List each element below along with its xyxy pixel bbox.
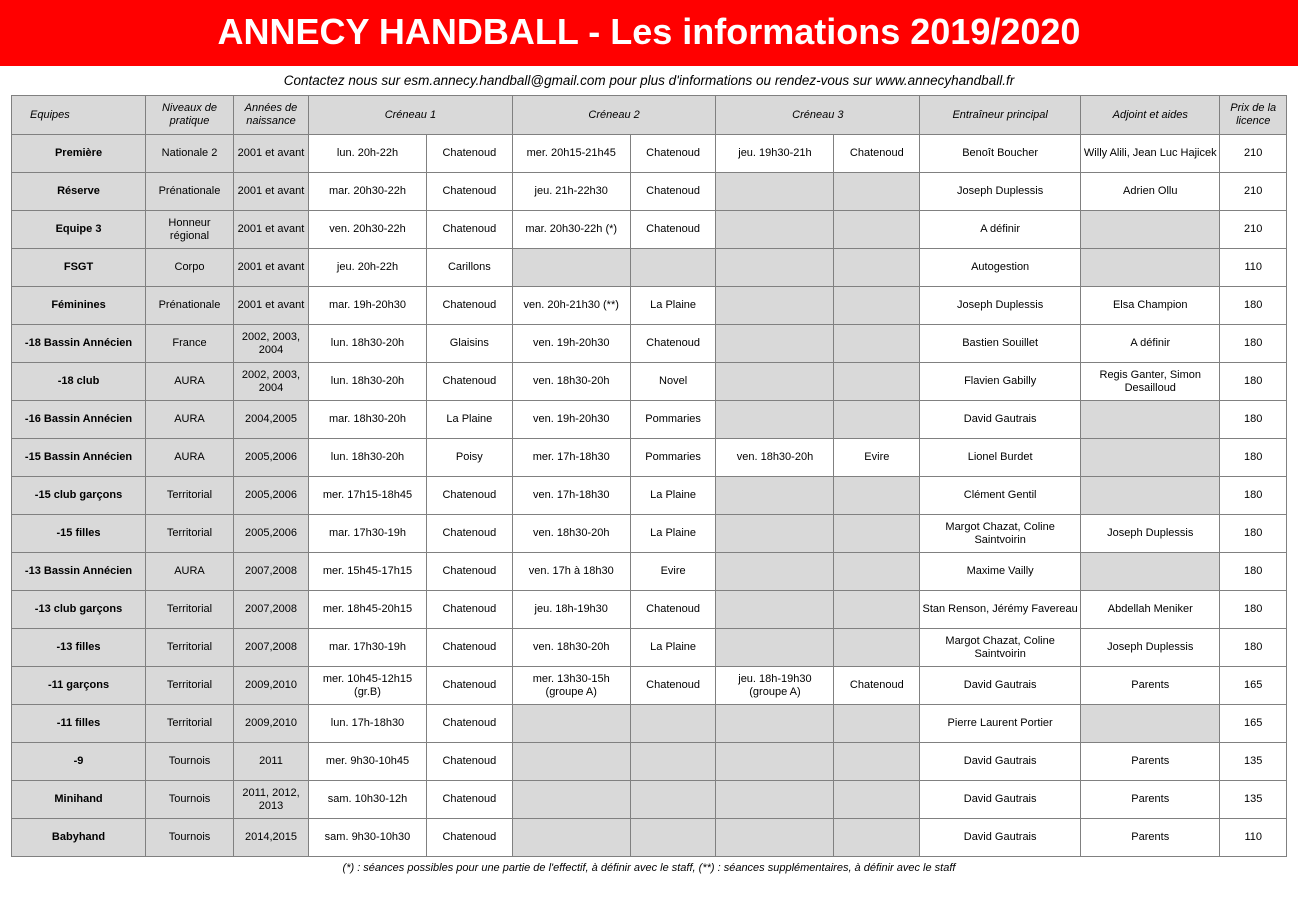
cell-slot3: [716, 705, 834, 743]
cell-assistant: Parents: [1081, 819, 1220, 857]
cell-slot3: [716, 173, 834, 211]
cell-place2: La Plaine: [630, 629, 716, 667]
cell-slot1: mer. 9h30-10h45: [309, 743, 427, 781]
cell-price: 180: [1220, 401, 1287, 439]
cell-place1: Chatenoud: [426, 743, 512, 781]
cell-price: 180: [1220, 591, 1287, 629]
cell-slot3: [716, 287, 834, 325]
cell-coach: Margot Chazat, Coline Saintvoirin: [920, 515, 1081, 553]
cell-slot2: ven. 19h-20h30: [512, 325, 630, 363]
cell-slot3: [716, 629, 834, 667]
cell-place2: [630, 743, 716, 781]
cell-place3: [834, 591, 920, 629]
cell-place1: Chatenoud: [426, 515, 512, 553]
cell-coach: David Gautrais: [920, 819, 1081, 857]
cell-assistant: Elsa Champion: [1081, 287, 1220, 325]
cell-assistant: Willy Alili, Jean Luc Hajicek: [1081, 135, 1220, 173]
table-row: [12, 287, 1287, 325]
cell-place3: [834, 515, 920, 553]
cell-price: 180: [1220, 553, 1287, 591]
cell-place2: [630, 781, 716, 819]
cell-coach: David Gautrais: [920, 781, 1081, 819]
cell-price: 180: [1220, 325, 1287, 363]
cell-place3: [834, 211, 920, 249]
cell-years: 2005,2006: [233, 515, 308, 553]
cell-assistant: Abdellah Meniker: [1081, 591, 1220, 629]
table-row: [12, 249, 1287, 287]
cell-assistant: Parents: [1081, 743, 1220, 781]
cell-years: 2001 et avant: [233, 287, 308, 325]
cell-level: AURA: [146, 401, 234, 439]
cell-years: 2007,2008: [233, 629, 308, 667]
cell-place2: Pommaries: [630, 439, 716, 477]
cell-team: Babyhand: [12, 819, 146, 857]
cell-coach: Joseph Duplessis: [920, 287, 1081, 325]
cell-years: 2001 et avant: [233, 135, 308, 173]
cell-slot3: [716, 325, 834, 363]
cell-assistant: Joseph Duplessis: [1081, 515, 1220, 553]
cell-team: -18 Bassin Annécien: [12, 325, 146, 363]
cell-price: 110: [1220, 819, 1287, 857]
cell-slot2: ven. 18h30-20h: [512, 363, 630, 401]
cell-assistant: [1081, 553, 1220, 591]
cell-team: Equipe 3: [12, 211, 146, 249]
cell-level: AURA: [146, 363, 234, 401]
cell-slot1: sam. 10h30-12h: [309, 781, 427, 819]
table-row: [12, 325, 1287, 363]
cell-coach: Maxime Vailly: [920, 553, 1081, 591]
cell-level: Territorial: [146, 591, 234, 629]
table-row: [12, 401, 1287, 439]
cell-years: 2014,2015: [233, 819, 308, 857]
table-row: [12, 667, 1287, 705]
cell-team: -11 garçons: [12, 667, 146, 705]
cell-place2: Chatenoud: [630, 135, 716, 173]
cell-team: Réserve: [12, 173, 146, 211]
cell-place1: Carillons: [426, 249, 512, 287]
cell-place1: Chatenoud: [426, 477, 512, 515]
cell-team: Féminines: [12, 287, 146, 325]
cell-assistant: Joseph Duplessis: [1081, 629, 1220, 667]
cell-years: 2005,2006: [233, 477, 308, 515]
cell-slot1: sam. 9h30-10h30: [309, 819, 427, 857]
cell-coach: Flavien Gabilly: [920, 363, 1081, 401]
cell-slot1: mar. 19h-20h30: [309, 287, 427, 325]
cell-assistant: Adrien Ollu: [1081, 173, 1220, 211]
cell-team: -9: [12, 743, 146, 781]
cell-price: 180: [1220, 439, 1287, 477]
cell-place2: Pommaries: [630, 401, 716, 439]
cell-years: 2007,2008: [233, 553, 308, 591]
cell-slot2: ven. 18h30-20h: [512, 629, 630, 667]
cell-slot2: [512, 781, 630, 819]
cell-team: -13 club garçons: [12, 591, 146, 629]
cell-place2: Chatenoud: [630, 667, 716, 705]
cell-assistant: [1081, 401, 1220, 439]
cell-slot3: [716, 515, 834, 553]
table-row: [12, 363, 1287, 401]
table-row: [12, 819, 1287, 857]
cell-place2: Chatenoud: [630, 325, 716, 363]
cell-place3: [834, 363, 920, 401]
table-row: [12, 743, 1287, 781]
cell-years: 2001 et avant: [233, 249, 308, 287]
cell-years: 2005,2006: [233, 439, 308, 477]
cell-slot2: mer. 13h30-15h (groupe A): [512, 667, 630, 705]
column-header-slot2: Créneau 2: [512, 96, 716, 135]
column-header-years: Années de naissance: [233, 96, 308, 135]
table-row: [12, 211, 1287, 249]
cell-place3: [834, 325, 920, 363]
cell-place1: La Plaine: [426, 401, 512, 439]
cell-level: Tournois: [146, 743, 234, 781]
cell-place3: [834, 781, 920, 819]
column-header-level: Niveaux de pratique: [146, 96, 234, 135]
cell-slot1: lun. 18h30-20h: [309, 363, 427, 401]
cell-slot3: [716, 781, 834, 819]
cell-years: 2011: [233, 743, 308, 781]
cell-slot3: [716, 591, 834, 629]
cell-place1: Chatenoud: [426, 629, 512, 667]
cell-slot1: mer. 18h45-20h15: [309, 591, 427, 629]
cell-assistant: [1081, 249, 1220, 287]
cell-team: Première: [12, 135, 146, 173]
cell-slot2: ven. 20h-21h30 (**): [512, 287, 630, 325]
cell-slot1: lun. 18h30-20h: [309, 325, 427, 363]
cell-slot2: [512, 819, 630, 857]
table-row: [12, 135, 1287, 173]
cell-slot3: jeu. 18h-19h30 (groupe A): [716, 667, 834, 705]
cell-coach: Autogestion: [920, 249, 1081, 287]
cell-place2: Chatenoud: [630, 211, 716, 249]
page-title: ANNECY HANDBALL - Les informations 2019/2020: [0, 0, 1298, 66]
cell-slot1: mer. 17h15-18h45: [309, 477, 427, 515]
cell-level: Territorial: [146, 477, 234, 515]
cell-place3: [834, 705, 920, 743]
cell-place1: Chatenoud: [426, 135, 512, 173]
cell-coach: David Gautrais: [920, 743, 1081, 781]
cell-level: Territorial: [146, 705, 234, 743]
column-header-slot1: Créneau 1: [309, 96, 513, 135]
cell-slot3: [716, 401, 834, 439]
cell-slot3: [716, 363, 834, 401]
cell-coach: David Gautrais: [920, 401, 1081, 439]
cell-place1: Chatenoud: [426, 819, 512, 857]
cell-place3: [834, 287, 920, 325]
cell-assistant: Parents: [1081, 667, 1220, 705]
cell-slot1: jeu. 20h-22h: [309, 249, 427, 287]
column-header-slot3: Créneau 3: [716, 96, 920, 135]
cell-coach: Margot Chazat, Coline Saintvoirin: [920, 629, 1081, 667]
cell-team: -18 club: [12, 363, 146, 401]
cell-slot3: [716, 553, 834, 591]
table-row: [12, 629, 1287, 667]
cell-slot1: lun. 17h-18h30: [309, 705, 427, 743]
cell-place3: Chatenoud: [834, 667, 920, 705]
cell-team: -13 Bassin Annécien: [12, 553, 146, 591]
cell-place3: Evire: [834, 439, 920, 477]
contact-line: Contactez nous sur esm.annecy.handball@gmail.com pour plus d'informations ou rendez-vous sur www.annecyhandball.fr: [283, 73, 1015, 88]
cell-slot3: [716, 819, 834, 857]
cell-level: Prénationale: [146, 287, 234, 325]
cell-slot2: ven. 17h à 18h30: [512, 553, 630, 591]
cell-slot1: mar. 17h30-19h: [309, 629, 427, 667]
cell-level: Corpo: [146, 249, 234, 287]
cell-place3: [834, 629, 920, 667]
cell-slot1: lun. 18h30-20h: [309, 439, 427, 477]
cell-price: 110: [1220, 249, 1287, 287]
cell-level: Prénationale: [146, 173, 234, 211]
cell-team: FSGT: [12, 249, 146, 287]
cell-price: 180: [1220, 363, 1287, 401]
cell-slot2: mar. 20h30-22h (*): [512, 211, 630, 249]
cell-place2: [630, 249, 716, 287]
cell-slot3: [716, 211, 834, 249]
cell-level: Tournois: [146, 819, 234, 857]
table-header-row: [12, 96, 1287, 135]
cell-level: Nationale 2: [146, 135, 234, 173]
cell-coach: Benoît Boucher: [920, 135, 1081, 173]
cell-coach: Joseph Duplessis: [920, 173, 1081, 211]
cell-place1: Chatenoud: [426, 287, 512, 325]
cell-place1: Poisy: [426, 439, 512, 477]
cell-place2: Evire: [630, 553, 716, 591]
cell-slot3: ven. 18h30-20h: [716, 439, 834, 477]
cell-place3: [834, 819, 920, 857]
cell-slot2: ven. 19h-20h30: [512, 401, 630, 439]
cell-team: -15 filles: [12, 515, 146, 553]
cell-place3: [834, 477, 920, 515]
table-row: [12, 781, 1287, 819]
teams-table: [11, 95, 1287, 857]
cell-level: Tournois: [146, 781, 234, 819]
cell-level: Honneur régional: [146, 211, 234, 249]
cell-slot2: [512, 705, 630, 743]
cell-place2: [630, 819, 716, 857]
cell-place3: [834, 249, 920, 287]
cell-price: 165: [1220, 705, 1287, 743]
cell-slot1: mar. 18h30-20h: [309, 401, 427, 439]
cell-place1: Chatenoud: [426, 781, 512, 819]
cell-slot3: [716, 477, 834, 515]
cell-slot2: [512, 249, 630, 287]
cell-place2: Chatenoud: [630, 173, 716, 211]
cell-slot1: mar. 17h30-19h: [309, 515, 427, 553]
cell-assistant: Regis Ganter, Simon Desailloud: [1081, 363, 1220, 401]
cell-place2: [630, 705, 716, 743]
cell-assistant: [1081, 211, 1220, 249]
cell-coach: David Gautrais: [920, 667, 1081, 705]
cell-slot2: jeu. 21h-22h30: [512, 173, 630, 211]
column-header-price: Prix de la licence: [1220, 96, 1287, 135]
cell-place1: Chatenoud: [426, 705, 512, 743]
cell-slot1: ven. 20h30-22h: [309, 211, 427, 249]
table-row: [12, 477, 1287, 515]
cell-slot2: [512, 743, 630, 781]
cell-team: -13 filles: [12, 629, 146, 667]
cell-assistant: [1081, 439, 1220, 477]
cell-slot3: jeu. 19h30-21h: [716, 135, 834, 173]
table-row: [12, 173, 1287, 211]
table-row: [12, 515, 1287, 553]
cell-assistant: Parents: [1081, 781, 1220, 819]
cell-coach: Stan Renson, Jérémy Favereau: [920, 591, 1081, 629]
cell-place2: La Plaine: [630, 477, 716, 515]
cell-team: -15 Bassin Annécien: [12, 439, 146, 477]
cell-place1: Chatenoud: [426, 211, 512, 249]
cell-price: 210: [1220, 211, 1287, 249]
cell-price: 135: [1220, 781, 1287, 819]
cell-slot3: [716, 743, 834, 781]
cell-years: 2002, 2003, 2004: [233, 325, 308, 363]
cell-level: Territorial: [146, 629, 234, 667]
cell-place2: La Plaine: [630, 287, 716, 325]
table-row: [12, 439, 1287, 477]
cell-price: 180: [1220, 629, 1287, 667]
cell-slot2: ven. 18h30-20h: [512, 515, 630, 553]
cell-team: -11 filles: [12, 705, 146, 743]
cell-slot3: [716, 249, 834, 287]
cell-years: 2011, 2012, 2013: [233, 781, 308, 819]
cell-coach: Pierre Laurent Portier: [920, 705, 1081, 743]
cell-slot1: mer. 10h45-12h15 (gr.B): [309, 667, 427, 705]
column-header-team: Equipes: [12, 96, 146, 135]
cell-slot2: jeu. 18h-19h30: [512, 591, 630, 629]
cell-level: AURA: [146, 439, 234, 477]
cell-years: 2004,2005: [233, 401, 308, 439]
cell-place3: [834, 553, 920, 591]
cell-years: 2002, 2003, 2004: [233, 363, 308, 401]
table-footnote: (*) : séances possibles pour une partie de l'effectif, à définir avec le staff, (**) : séances supplémentaires, à définir avec le staff: [342, 862, 956, 874]
cell-years: 2001 et avant: [233, 173, 308, 211]
cell-place1: Chatenoud: [426, 553, 512, 591]
cell-place1: Glaisins: [426, 325, 512, 363]
cell-level: France: [146, 325, 234, 363]
cell-slot1: mer. 15h45-17h15: [309, 553, 427, 591]
cell-team: Minihand: [12, 781, 146, 819]
cell-slot1: mar. 20h30-22h: [309, 173, 427, 211]
cell-place1: Chatenoud: [426, 591, 512, 629]
cell-price: 210: [1220, 135, 1287, 173]
cell-assistant: A définir: [1081, 325, 1220, 363]
cell-level: Territorial: [146, 515, 234, 553]
cell-slot2: mer. 17h-18h30: [512, 439, 630, 477]
cell-place2: Chatenoud: [630, 591, 716, 629]
cell-slot2: mer. 20h15-21h45: [512, 135, 630, 173]
cell-level: AURA: [146, 553, 234, 591]
table-body: [12, 135, 1287, 857]
cell-assistant: [1081, 705, 1220, 743]
cell-place2: La Plaine: [630, 515, 716, 553]
cell-slot1: lun. 20h-22h: [309, 135, 427, 173]
cell-price: 180: [1220, 477, 1287, 515]
column-header-assistant: Adjoint et aides: [1081, 96, 1220, 135]
cell-price: 165: [1220, 667, 1287, 705]
cell-place3: [834, 743, 920, 781]
cell-price: 135: [1220, 743, 1287, 781]
cell-coach: Lionel Burdet: [920, 439, 1081, 477]
cell-place3: [834, 173, 920, 211]
cell-team: -16 Bassin Annécien: [12, 401, 146, 439]
cell-price: 180: [1220, 515, 1287, 553]
cell-slot2: ven. 17h-18h30: [512, 477, 630, 515]
cell-level: Territorial: [146, 667, 234, 705]
column-header-coach: Entraîneur principal: [920, 96, 1081, 135]
table-row: [12, 553, 1287, 591]
cell-place3: Chatenoud: [834, 135, 920, 173]
cell-coach: A définir: [920, 211, 1081, 249]
cell-team: -15 club garçons: [12, 477, 146, 515]
cell-coach: Clément Gentil: [920, 477, 1081, 515]
cell-place1: Chatenoud: [426, 363, 512, 401]
cell-years: 2007,2008: [233, 591, 308, 629]
cell-years: 2009,2010: [233, 667, 308, 705]
cell-price: 210: [1220, 173, 1287, 211]
cell-assistant: [1081, 477, 1220, 515]
cell-price: 180: [1220, 287, 1287, 325]
cell-place2: Novel: [630, 363, 716, 401]
table-row: [12, 705, 1287, 743]
cell-place3: [834, 401, 920, 439]
cell-place1: Chatenoud: [426, 173, 512, 211]
cell-years: 2009,2010: [233, 705, 308, 743]
cell-years: 2001 et avant: [233, 211, 308, 249]
table-row: [12, 591, 1287, 629]
cell-coach: Bastien Souillet: [920, 325, 1081, 363]
cell-place1: Chatenoud: [426, 667, 512, 705]
